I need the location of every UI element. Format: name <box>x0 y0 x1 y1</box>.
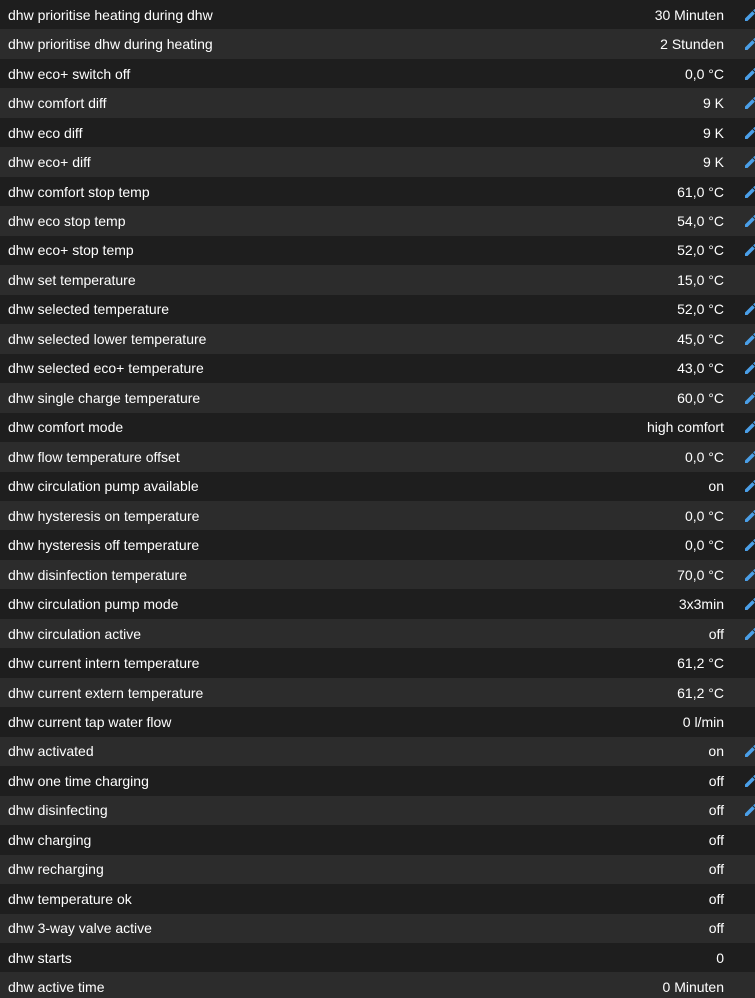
entity-name: dhw disinfection temperature <box>8 566 187 583</box>
entity-name: dhw flow temperature offset <box>8 448 180 465</box>
entity-name: dhw one time charging <box>8 772 149 789</box>
table-row <box>0 354 755 383</box>
pencil-icon <box>743 66 755 82</box>
pencil-icon <box>743 419 755 435</box>
entity-name: dhw circulation pump mode <box>8 596 179 613</box>
table-row <box>0 766 755 795</box>
entity-value: off <box>708 920 724 937</box>
entity-value: off <box>708 861 724 878</box>
pencil-icon <box>743 537 755 553</box>
entity-value: 0,0 °C <box>684 448 724 465</box>
entity-name: dhw selected temperature <box>8 301 170 318</box>
edit-button[interactable] <box>741 766 755 795</box>
entity-value: 70,0 °C <box>677 566 724 583</box>
edit-button[interactable] <box>741 413 755 442</box>
entity-name: dhw circulation pump available <box>8 478 199 495</box>
table-row <box>0 442 755 471</box>
table-row <box>0 265 755 294</box>
entity-value: 61,0 °C <box>677 183 724 200</box>
table-row <box>0 501 755 530</box>
table-row <box>0 619 755 648</box>
pencil-icon <box>743 596 755 612</box>
entity-name: dhw recharging <box>8 861 104 878</box>
table-row <box>0 825 755 854</box>
table-row <box>0 972 755 998</box>
entity-value: 15,0 °C <box>677 271 724 288</box>
entity-value: 61,2 °C <box>677 655 724 672</box>
entity-name: dhw charging <box>8 831 92 848</box>
entity-name: dhw active time <box>8 979 105 996</box>
edit-button[interactable] <box>741 383 755 412</box>
table-row <box>0 413 755 442</box>
pencil-icon <box>743 242 755 258</box>
entity-name: dhw starts <box>8 949 72 966</box>
pencil-icon <box>743 743 755 759</box>
edit-button[interactable] <box>741 589 755 618</box>
table-row <box>0 884 755 913</box>
pencil-icon <box>743 301 755 317</box>
entity-value: 0 <box>716 949 724 966</box>
entity-name: dhw current intern temperature <box>8 655 200 672</box>
table-row <box>0 147 755 176</box>
entity-value: off <box>708 831 724 848</box>
table-row <box>0 472 755 501</box>
entity-name: dhw comfort diff <box>8 95 107 112</box>
pencil-icon <box>743 184 755 200</box>
pencil-icon <box>743 213 755 229</box>
table-row <box>0 589 755 618</box>
edit-button[interactable] <box>741 236 755 265</box>
entity-name: dhw eco stop temp <box>8 213 126 230</box>
edit-button[interactable] <box>741 118 755 147</box>
entity-name: dhw comfort mode <box>8 419 124 436</box>
pencil-icon <box>743 802 755 818</box>
edit-button[interactable] <box>741 354 755 383</box>
entity-value: 9 K <box>702 154 724 171</box>
pencil-icon <box>743 773 755 789</box>
entity-name: dhw eco+ switch off <box>8 65 131 82</box>
table-row <box>0 177 755 206</box>
entity-value: 60,0 °C <box>677 389 724 406</box>
table-row <box>0 796 755 825</box>
edit-button[interactable] <box>741 737 755 766</box>
edit-button[interactable] <box>741 442 755 471</box>
edit-button[interactable] <box>741 560 755 589</box>
entity-value: 54,0 °C <box>677 213 724 230</box>
entity-name: dhw set temperature <box>8 271 136 288</box>
entity-value: high comfort <box>646 419 724 436</box>
edit-button[interactable] <box>741 206 755 235</box>
entity-name: dhw 3-way valve active <box>8 920 152 937</box>
entity-value: 9 K <box>702 124 724 141</box>
edit-button[interactable] <box>741 796 755 825</box>
entity-name: dhw hysteresis on temperature <box>8 507 200 524</box>
entity-name: dhw comfort stop temp <box>8 183 150 200</box>
table-row <box>0 707 755 736</box>
entity-value: on <box>708 743 724 760</box>
table-row <box>0 236 755 265</box>
pencil-icon <box>743 154 755 170</box>
pencil-icon <box>743 626 755 642</box>
entity-value: 2 Stunden <box>660 36 724 53</box>
entity-value: 3x3min <box>678 596 724 613</box>
edit-button[interactable] <box>741 530 755 559</box>
entity-value: 0,0 °C <box>684 537 724 554</box>
entity-name: dhw prioritise dhw during heating <box>8 36 213 53</box>
entity-value: 52,0 °C <box>677 242 724 259</box>
edit-button[interactable] <box>741 295 755 324</box>
table-row <box>0 678 755 707</box>
table-row <box>0 648 755 677</box>
pencil-icon <box>743 7 755 23</box>
entity-name: dhw current extern temperature <box>8 684 204 701</box>
edit-button[interactable] <box>741 472 755 501</box>
entity-value: 9 K <box>702 95 724 112</box>
table-row <box>0 914 755 943</box>
edit-button[interactable] <box>741 501 755 530</box>
entity-name: dhw prioritise heating during dhw <box>8 6 213 23</box>
entity-value: off <box>708 625 724 642</box>
table-row <box>0 560 755 589</box>
table-row <box>0 383 755 412</box>
pencil-icon <box>743 508 755 524</box>
table-row <box>0 530 755 559</box>
entity-value: 0 l/min <box>682 713 724 730</box>
table-row <box>0 59 755 88</box>
pencil-icon <box>743 567 755 583</box>
entity-value: 45,0 °C <box>677 330 724 347</box>
pencil-icon <box>743 360 755 376</box>
table-row <box>0 29 755 58</box>
entity-name: dhw single charge temperature <box>8 389 201 406</box>
entity-name: dhw temperature ok <box>8 890 132 907</box>
entity-value: 30 Minuten <box>654 6 724 23</box>
table-row <box>0 943 755 972</box>
entity-value: 52,0 °C <box>677 301 724 318</box>
entity-name: dhw selected eco+ temperature <box>8 360 204 377</box>
pencil-icon <box>743 390 755 406</box>
entity-value: off <box>708 802 724 819</box>
table-row <box>0 206 755 235</box>
pencil-icon <box>743 478 755 494</box>
edit-button[interactable] <box>741 324 755 353</box>
edit-button[interactable] <box>741 619 755 648</box>
entity-value: 0 Minuten <box>662 979 724 996</box>
table-row <box>0 737 755 766</box>
pencil-icon <box>743 125 755 141</box>
entity-name: dhw eco+ diff <box>8 154 91 171</box>
table-row <box>0 118 755 147</box>
pencil-icon <box>743 36 755 52</box>
table-row <box>0 324 755 353</box>
entity-value: off <box>708 772 724 789</box>
edit-button[interactable] <box>741 29 755 58</box>
table-row <box>0 0 755 29</box>
table-row <box>0 295 755 324</box>
entity-name: dhw eco+ stop temp <box>8 242 134 259</box>
entity-name: dhw hysteresis off temperature <box>8 537 200 554</box>
entity-name: dhw activated <box>8 743 94 760</box>
table-row <box>0 88 755 117</box>
edit-button[interactable] <box>741 0 755 29</box>
edit-button[interactable] <box>741 177 755 206</box>
table-row <box>0 855 755 884</box>
edit-button[interactable] <box>741 59 755 88</box>
entity-value: off <box>708 890 724 907</box>
entity-value: on <box>708 478 724 495</box>
entity-value: 61,2 °C <box>677 684 724 701</box>
edit-button[interactable] <box>741 147 755 176</box>
entity-name: dhw current tap water flow <box>8 713 172 730</box>
pencil-icon <box>743 95 755 111</box>
entity-name: dhw circulation active <box>8 625 142 642</box>
entity-value: 43,0 °C <box>677 360 724 377</box>
entity-name: dhw eco diff <box>8 124 83 141</box>
entity-name: dhw selected lower temperature <box>8 330 207 347</box>
pencil-icon <box>743 449 755 465</box>
entity-value: 0,0 °C <box>684 65 724 82</box>
pencil-icon <box>743 331 755 347</box>
edit-button[interactable] <box>741 88 755 117</box>
entity-name: dhw disinfecting <box>8 802 108 819</box>
entity-value: 0,0 °C <box>684 507 724 524</box>
